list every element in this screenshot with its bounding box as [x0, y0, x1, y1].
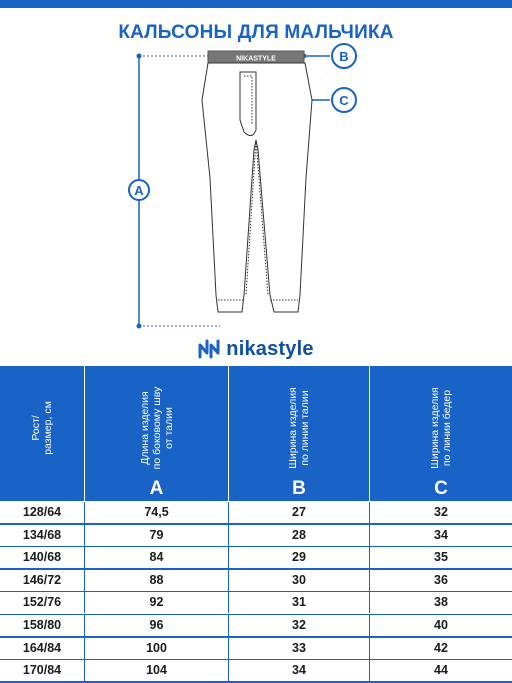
- svg-text:B: B: [339, 49, 349, 64]
- table-cell: 104: [85, 660, 229, 681]
- table-row: [0, 525, 512, 547]
- table-cell: 88: [85, 570, 229, 591]
- table-cell: 40: [434, 618, 448, 632]
- garment-drawing: [0, 40, 512, 340]
- waistband-text: NIKASTYLE: [236, 55, 276, 63]
- table-row: [0, 502, 512, 524]
- table-cell: 92: [85, 592, 229, 613]
- table-cell: 35: [434, 550, 448, 565]
- table-cell: 34: [229, 660, 370, 681]
- marker-a: [129, 180, 149, 200]
- svg-text:A: A: [134, 183, 144, 198]
- table-cell: 140/68: [0, 547, 85, 568]
- page-title: КАЛЬСОНЫ ДЛЯ МАЛЬЧИКА: [118, 22, 394, 43]
- table-cell: 74,5: [85, 502, 229, 523]
- header-letter-c: C: [434, 478, 448, 499]
- table-cell: 31: [229, 592, 370, 613]
- header-letter-a: A: [149, 478, 164, 499]
- table-cell: 28: [229, 525, 370, 546]
- header-cell-b: [229, 366, 370, 501]
- table-cell: 84: [85, 547, 229, 568]
- top-accent-bar: [0, 0, 512, 8]
- header-label-size: Рост/ размер, см: [30, 401, 54, 455]
- table-cell: 128/64: [0, 502, 85, 523]
- table-row: [0, 660, 512, 682]
- table-cell: 30: [229, 570, 370, 591]
- table-cell: 146/72: [0, 570, 85, 591]
- table-cell: 44: [434, 663, 448, 678]
- table-cell: 79: [85, 525, 229, 546]
- header-label-a: Длина изделия по боковому шву от талии: [138, 386, 175, 470]
- svg-text:C: C: [339, 93, 349, 108]
- table-cell: 152/76: [0, 592, 85, 613]
- table-cell: 27: [229, 502, 370, 523]
- pants-illustration: [202, 51, 312, 312]
- table-cell: 33: [229, 638, 370, 659]
- table-cell: 34: [434, 527, 448, 542]
- nikastyle-logo-icon: [198, 339, 220, 359]
- table-row: [0, 638, 512, 660]
- table-row: [0, 547, 512, 569]
- table-cell: 36: [434, 572, 448, 587]
- header-cell-a: [85, 366, 229, 501]
- table-cell: 134/68: [0, 525, 85, 546]
- table-cell: 29: [229, 547, 370, 568]
- table-cell: 38: [434, 595, 448, 610]
- table-row: [0, 615, 512, 637]
- header-cell-c: [370, 366, 512, 501]
- table-cell: 158/80: [0, 615, 85, 636]
- size-table: [0, 366, 512, 683]
- table-cell: 96: [85, 615, 229, 636]
- header-cell-size: [0, 366, 85, 501]
- header-letter-b: B: [292, 478, 306, 499]
- marker-c: [332, 88, 356, 112]
- brand-logo: [0, 335, 512, 363]
- table-cell: 170/84: [0, 660, 85, 681]
- table-row: [0, 570, 512, 592]
- header-label-c: Ширина изделия по линии бедер: [429, 387, 453, 469]
- brand-name: nikastyle: [226, 337, 314, 360]
- marker-b: [332, 44, 356, 68]
- table-cell: 100: [85, 638, 229, 659]
- table-cell: 32: [229, 615, 370, 636]
- header-label-b: Ширина изделия по линии талии: [287, 387, 311, 469]
- size-table-header: [0, 366, 512, 501]
- table-cell: 32: [434, 505, 448, 519]
- table-cell: 42: [434, 640, 448, 655]
- table-row: [0, 592, 512, 614]
- table-cell: 164/84: [0, 638, 85, 659]
